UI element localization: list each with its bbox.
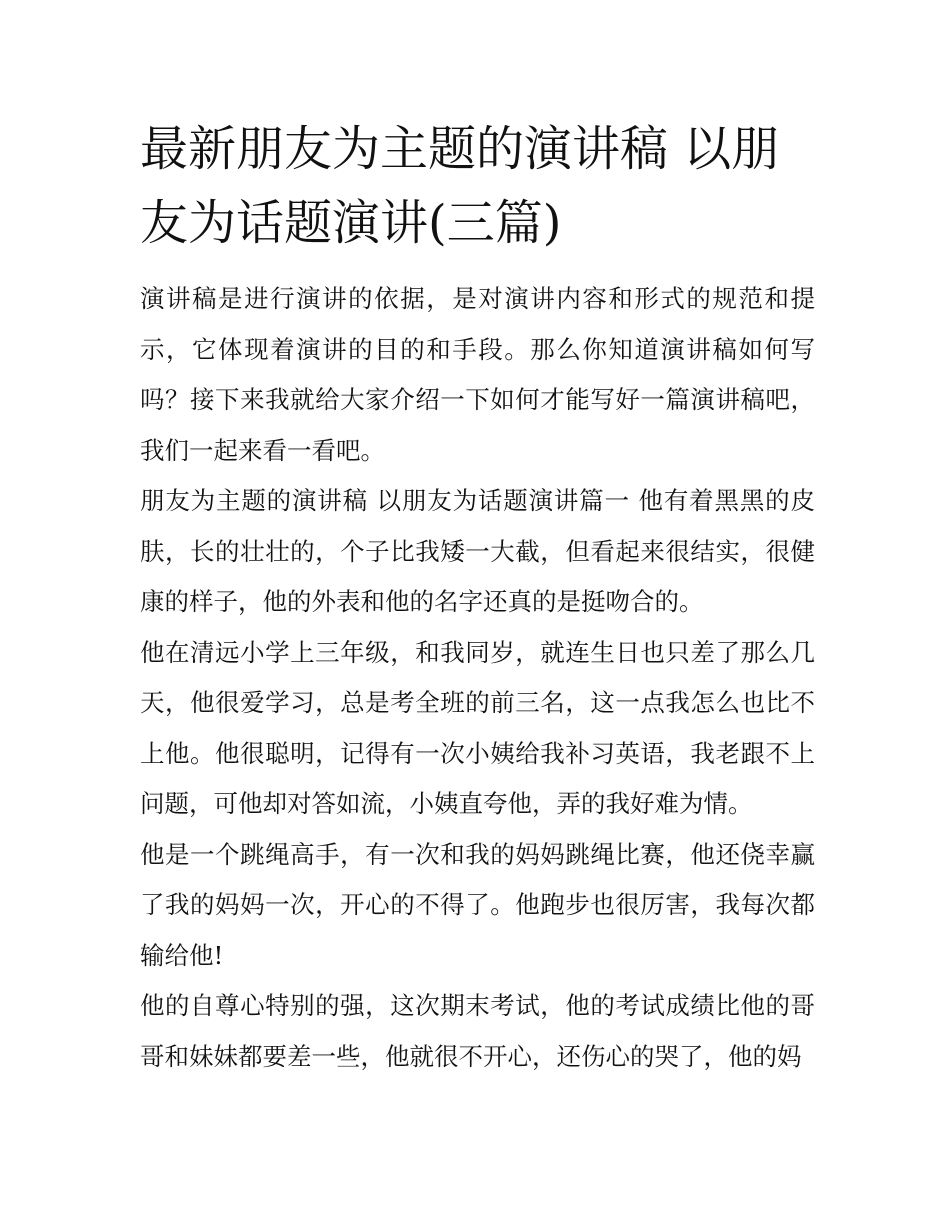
document-page [140,112,815,1082]
paragraph-friend-study: 他在清远小学上三年级，和我同岁，就连生日也只差了那么几天，他很爱学习，总是考全班的前三名，这一点我怎么也比不上他。他很聪明，记得有一次小姨给我补习英语，我老跟不上问题，可他却对答如流，小姨直夸他，弄的我好难为情。 [140,637,815,818]
paragraph-friend-selfesteem: 他的自尊心特别的强，这次期末考试，他的考试成绩比他的哥哥和妹妹都要差一些，他就很不开心，还伤心的哭了，他的妈 [140,991,815,1071]
paragraph-friend-appearance: 朋友为主题的演讲稿 以朋友为话题演讲篇一 他有着黑黑的皮肤，长的壮壮的，个子比我矮一大截，但看起来很结实，很健康的样子，他的外表和他的名字还真的是挺吻合的。 [140,486,815,616]
document-title: 最新朋友为主题的演讲稿 以朋友为话题演讲(三篇) [140,121,780,251]
paragraph-friend-sports: 他是一个跳绳高手，有一次和我的妈妈跳绳比赛，他还侥幸赢了我的妈妈一次，开心的不得了。他跑步也很厉害，我每次都输给他! [140,839,815,970]
paragraph-intro: 演讲稿是进行演讲的依据，是对演讲内容和形式的规范和提示，它体现着演讲的目的和手段。那么你知道演讲稿如何写吗？接下来我就给大家介绍一下如何才能写好一篇演讲稿吧，我们一起来看一看吧。 [140,284,815,465]
